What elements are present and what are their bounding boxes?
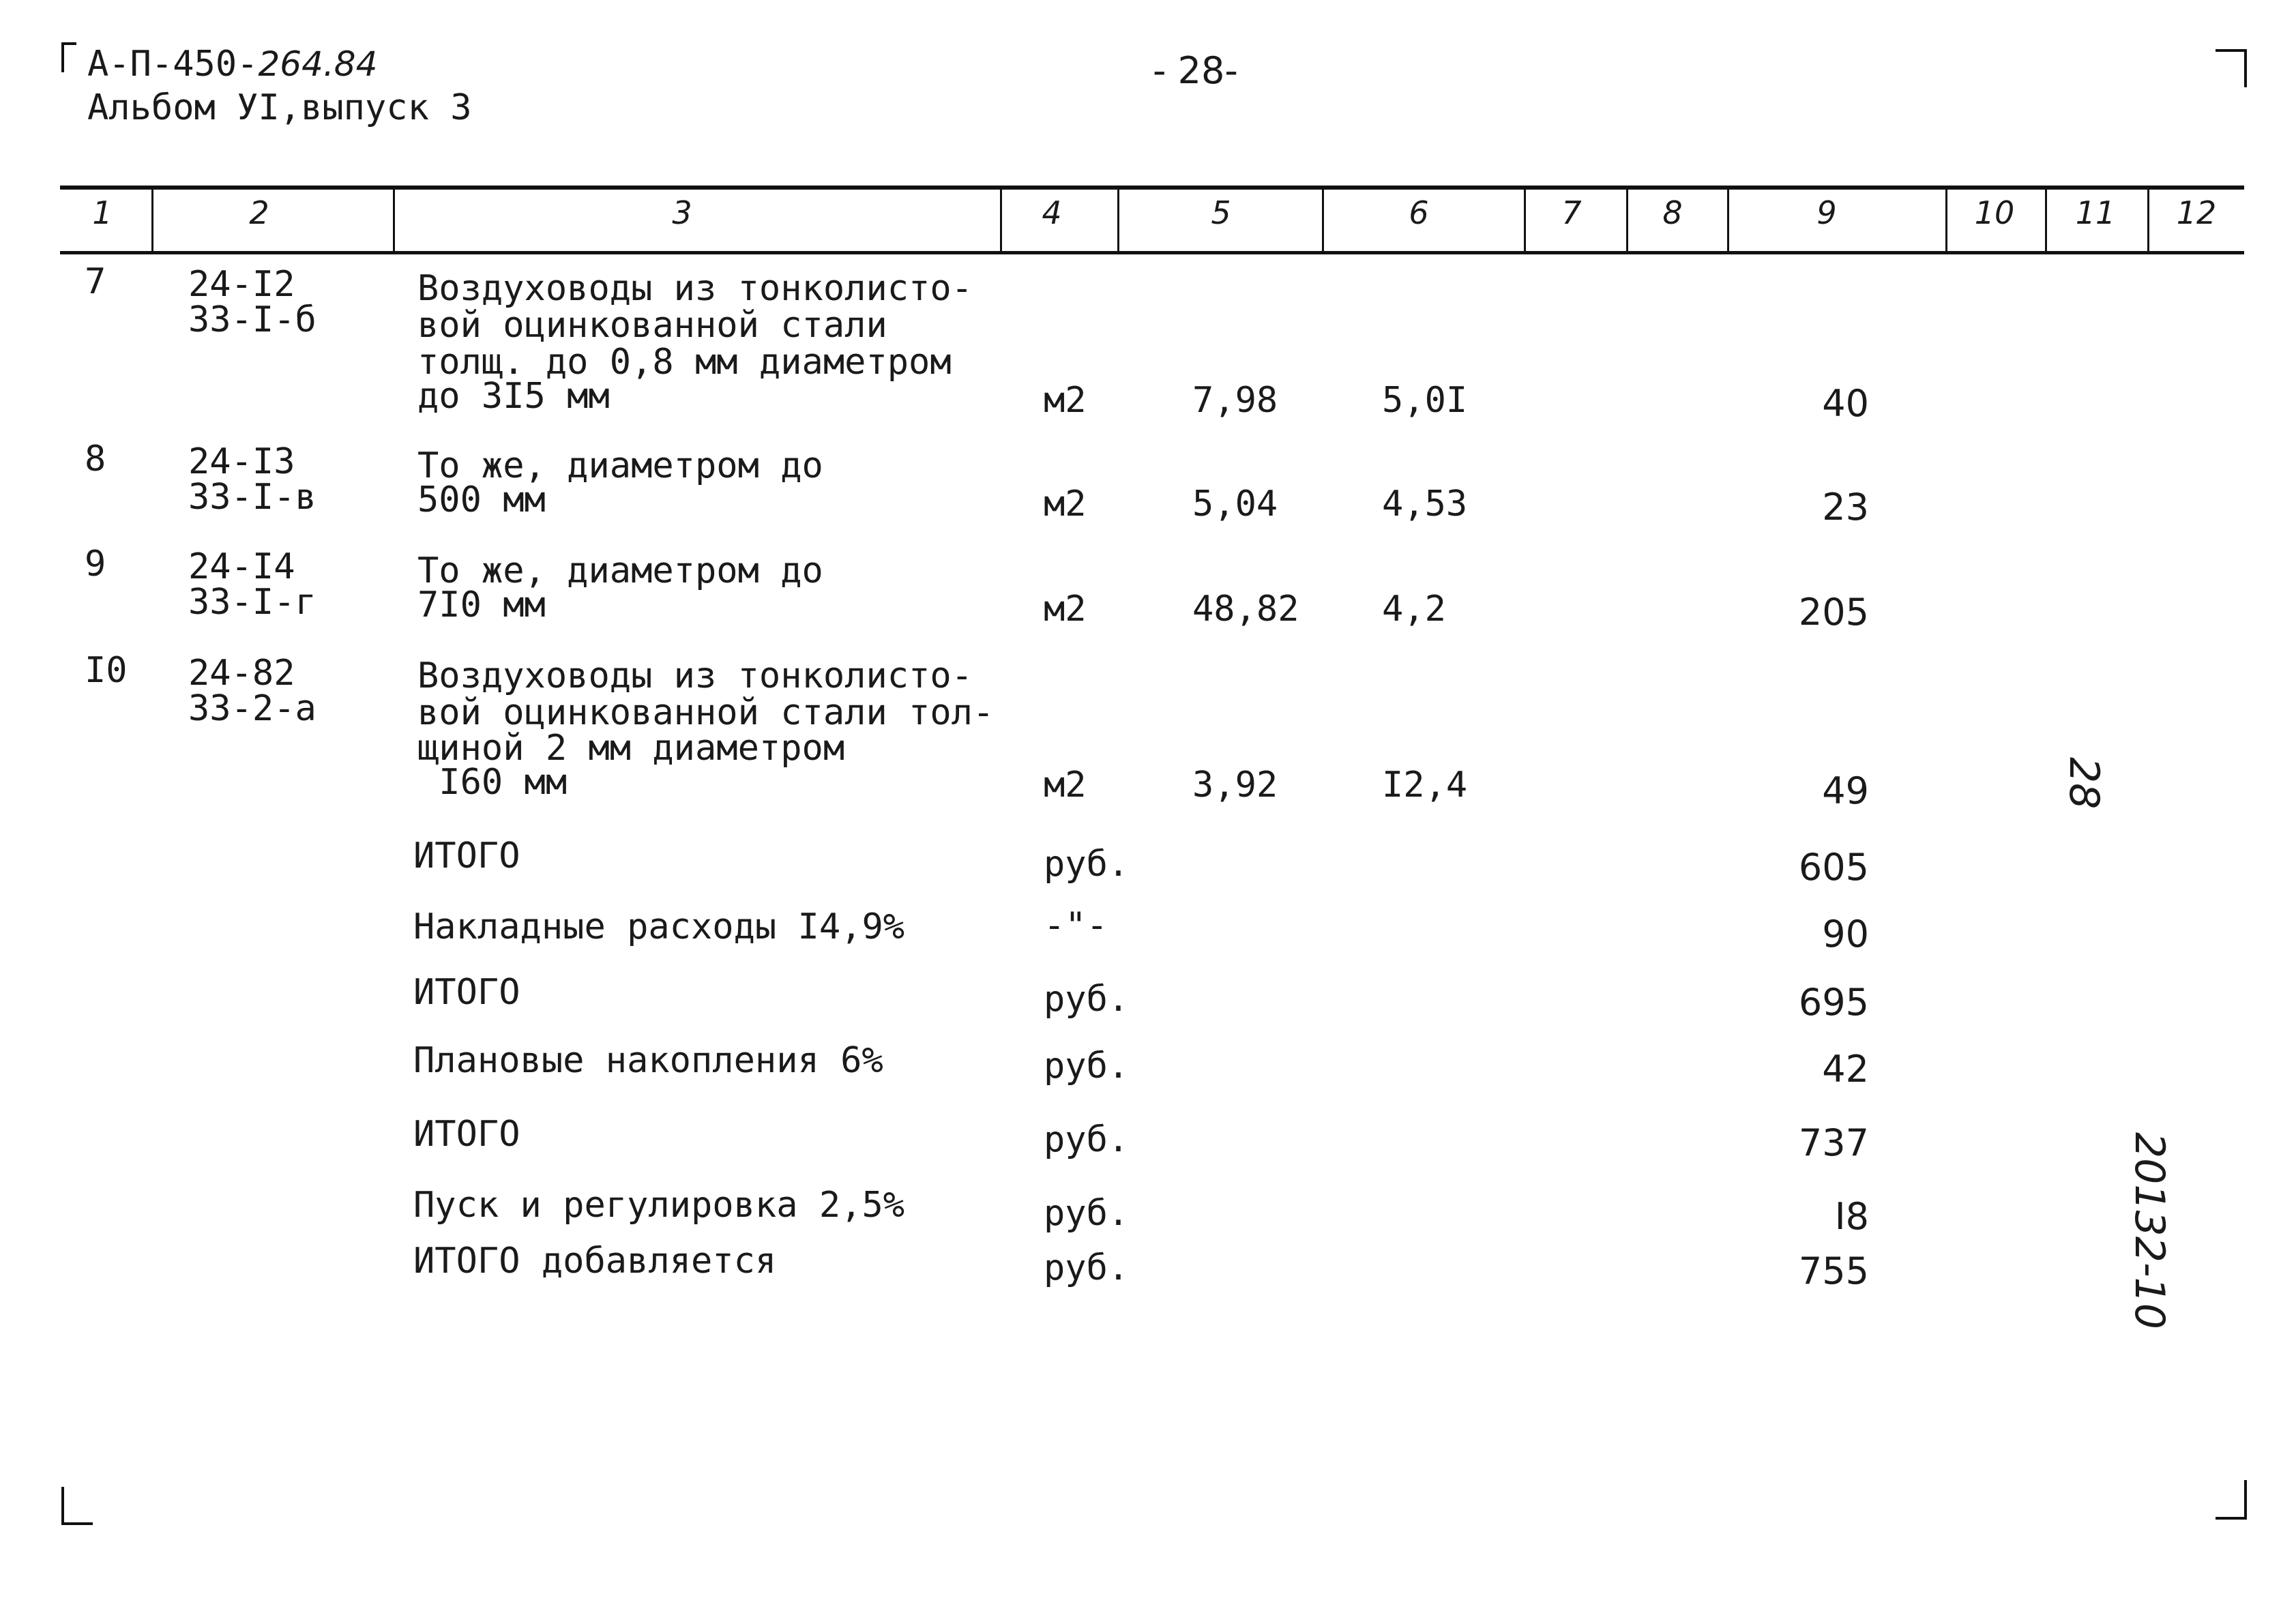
summary-unit: руб. [1044, 1193, 1130, 1234]
summary-label: Плановые накопления 6% [413, 1040, 883, 1081]
corner-mark-bottom-right [2216, 1480, 2247, 1520]
total-cell: 23 [1822, 486, 1869, 529]
quantity-cell: 48,82 [1192, 589, 1299, 630]
quantity-cell: 7,98 [1192, 380, 1278, 421]
summary-total: 737 [1798, 1121, 1869, 1164]
description-line: То же, диаметром до [417, 445, 823, 486]
description-line: щиной 2 мм диаметром [417, 728, 845, 769]
description-line: I60 мм [417, 762, 568, 803]
archive-number-note: 20132-10 [2125, 1132, 2173, 1329]
unit-price-cell: 4,53 [1382, 484, 1468, 524]
column-divider [1626, 188, 1628, 252]
row-number: I0 [85, 650, 128, 691]
column-divider [2045, 188, 2047, 252]
column-number-11: 11 [2075, 194, 2116, 231]
table-top-border [60, 186, 2244, 190]
column-number-3: 3 [672, 194, 692, 231]
unit-cell: м2 [1044, 589, 1087, 630]
description-line: толщ. до 0,8 мм диаметром [417, 342, 952, 383]
summary-label: ИТОГО [413, 836, 520, 876]
summary-unit: руб. [1044, 979, 1130, 1020]
rate-code-line: 24-I4 [188, 546, 295, 587]
rate-code-line: 33-2-а [188, 688, 317, 729]
unit-price-cell: 5,0I [1382, 380, 1468, 421]
column-divider [1945, 188, 1947, 252]
summary-unit: -"- [1044, 905, 1108, 946]
summary-total: 90 [1822, 913, 1869, 956]
rate-code-line: 33-I-г [188, 582, 317, 623]
quantity-cell: 5,04 [1192, 484, 1278, 524]
summary-label: Накладные расходы I4,9% [413, 906, 905, 947]
unit-cell: м2 [1044, 765, 1087, 806]
column-divider [1524, 188, 1526, 252]
description-line: 500 мм [417, 479, 546, 520]
summary-unit: руб. [1044, 1119, 1130, 1160]
corner-mark-top-left [61, 42, 76, 72]
description-line: Воздуховоды из тонколисто- [417, 655, 973, 696]
column-number-1: 1 [92, 194, 113, 231]
column-divider [2147, 188, 2149, 252]
summary-unit: руб. [1044, 844, 1130, 885]
column-number-9: 9 [1816, 194, 1837, 231]
column-divider [1000, 188, 1002, 252]
summary-label: ИТОГО [413, 972, 520, 1013]
summary-total: 605 [1798, 846, 1869, 889]
album-issue: Альбом УI,выпуск 3 [87, 87, 472, 128]
total-cell: 205 [1798, 591, 1869, 634]
row-number: 8 [85, 439, 106, 479]
summary-total: I8 [1834, 1195, 1869, 1238]
total-cell: 49 [1822, 769, 1869, 812]
sheet-number-note: 28 [2060, 757, 2108, 810]
summary-total: 42 [1822, 1048, 1869, 1091]
column-number-10: 10 [1974, 194, 2015, 231]
corner-mark-bottom-left [61, 1487, 93, 1525]
description-line: 7I0 мм [417, 585, 546, 625]
column-divider [1322, 188, 1324, 252]
column-number-12: 12 [2176, 194, 2217, 231]
corner-mark-top-right [2216, 49, 2247, 87]
quantity-cell: 3,92 [1192, 765, 1278, 806]
column-number-5: 5 [1211, 194, 1231, 231]
rate-code-line: 33-I-б [188, 299, 317, 340]
summary-label: Пуск и регулировка 2,5% [413, 1185, 905, 1226]
summary-total: 755 [1798, 1250, 1869, 1292]
row-number: 9 [85, 544, 106, 585]
column-number-8: 8 [1662, 194, 1683, 231]
column-divider [1117, 188, 1119, 252]
description-line: вой оцинкованной стали [417, 305, 887, 346]
column-number-6: 6 [1409, 194, 1429, 231]
unit-cell: м2 [1044, 380, 1087, 421]
table-header-bottom-border [60, 251, 2244, 254]
column-divider [1727, 188, 1729, 252]
description-line: вой оцинкованной стали тол- [417, 692, 995, 733]
rate-code-line: 33-I-в [188, 477, 317, 518]
summary-unit: руб. [1044, 1247, 1130, 1288]
description-line: То же, диаметром до [417, 550, 823, 591]
document-code-handwritten: 264.84 [258, 44, 378, 84]
column-number-7: 7 [1561, 194, 1582, 231]
summary-label: ИТОГО [413, 1114, 520, 1155]
rate-code-line: 24-I3 [188, 441, 295, 482]
column-number-4: 4 [1042, 194, 1062, 231]
unit-cell: м2 [1044, 484, 1087, 524]
rate-code-line: 24-I2 [188, 264, 295, 305]
column-divider [393, 188, 395, 252]
summary-unit: руб. [1044, 1046, 1130, 1087]
unit-price-cell: I2,4 [1382, 765, 1468, 806]
rate-code-line: 24-82 [188, 653, 295, 694]
summary-total: 695 [1798, 981, 1869, 1024]
total-cell: 40 [1822, 382, 1869, 425]
description-line: до 3I5 мм [417, 376, 610, 417]
document-code-typed: А-П-450- [87, 44, 259, 85]
column-number-2: 2 [249, 194, 269, 231]
page-number: - 28- [1153, 49, 1238, 92]
description-line: Воздуховоды из тонколисто- [417, 268, 973, 309]
summary-label: ИТОГО добавляется [413, 1241, 777, 1282]
unit-price-cell: 4,2 [1382, 589, 1446, 630]
column-divider [151, 188, 153, 252]
row-number: 7 [85, 261, 106, 302]
document-code [87, 44, 377, 85]
